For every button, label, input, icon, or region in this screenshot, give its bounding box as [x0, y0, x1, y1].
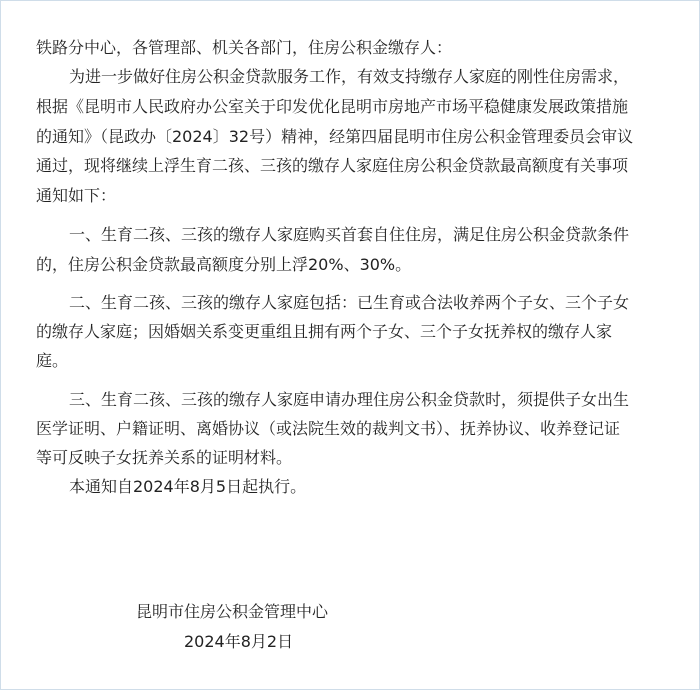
- intro-line-4: 通过，现将继续上浮生育二孩、三孩的缴存人家庭住房公积金贷款最高额度有关事项: [36, 156, 629, 175]
- intro-line-3: 的通知》（昆政办〔2024〕32号）精神，经第四届昆明市住房公积金管理委员会审议: [36, 127, 634, 146]
- item1-line-2: 的，住房公积金贷款最高额度分别上浮20%、30%。: [36, 255, 412, 274]
- item2-line-2: 的缴存人家庭；因婚姻关系变更重组且拥有两个子女、三个子女抚养权的缴存人家: [36, 322, 613, 341]
- issuer-name: 昆明市住房公积金管理中心: [136, 602, 329, 621]
- intro-line-1: 为进一步做好住房公积金贷款服务工作，有效支持缴存人家庭的刚性住房需求，: [69, 67, 630, 86]
- item1-line-1: 一、生育二孩、三孩的缴存人家庭购买首套自住住房，满足住房公积金贷款条件: [69, 225, 630, 244]
- effective-date-line: 本通知自2024年8月5日起执行。: [69, 477, 307, 496]
- intro-line-5: 通知如下：: [36, 186, 117, 205]
- issue-date: 2024年8月2日: [184, 632, 294, 651]
- item3-line-2: 医学证明、户籍证明、离婚协议（或法院生效的裁判文书）、抚养协议、收养登记证: [36, 419, 621, 438]
- item2-line-1: 二、生育二孩、三孩的缴存人家庭包括：已生育或合法收养两个子女、三个子女: [69, 293, 630, 312]
- salutation: 铁路分中心，各管理部、机关各部门，住房公积金缴存人：: [36, 38, 453, 57]
- item2-line-3: 庭。: [36, 351, 69, 370]
- item3-line-1: 三、生育二孩、三孩的缴存人家庭申请办理住房公积金贷款时，须提供子女出生: [69, 390, 630, 409]
- intro-line-2: 根据《昆明市人民政府办公室关于印发优化昆明市房地产市场平稳健康发展政策措施: [36, 97, 629, 116]
- item3-line-3: 等可反映子女抚养关系的证明材料。: [36, 448, 293, 467]
